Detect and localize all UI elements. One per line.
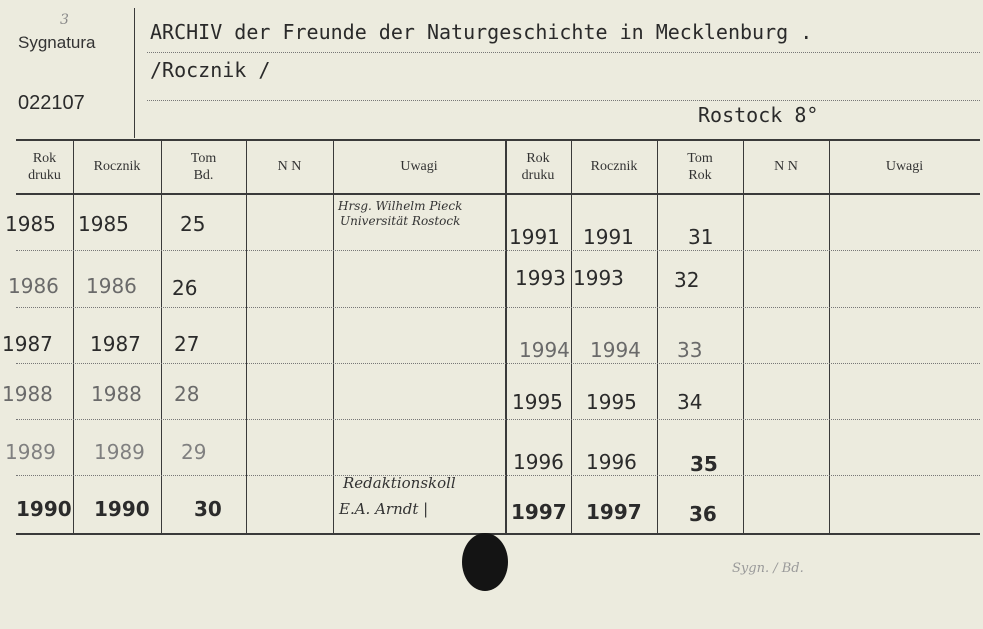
right-rocznik-1997: 1997 xyxy=(586,500,642,524)
left-tom-27: 27 xyxy=(174,332,200,356)
left-rok-1986: 1986 xyxy=(8,274,59,298)
right-tom-32: 32 xyxy=(674,268,700,292)
left-rok-1987: 1987 xyxy=(2,332,53,356)
header-nn-2: N N xyxy=(774,159,798,174)
left-rocznik-1987: 1987 xyxy=(90,332,141,356)
title-line2: /Rocznik / xyxy=(150,58,271,82)
header-uwagi: Uwagi xyxy=(400,159,438,174)
right-rok-1993: 1993 xyxy=(515,266,566,290)
right-rok-1991: 1991 xyxy=(509,225,560,249)
right-tom-31: 31 xyxy=(688,225,714,249)
left-rocznik-1990: 1990 xyxy=(94,497,150,521)
place-and-format: Rostock 8° xyxy=(698,103,819,127)
right-rok-1997: 1997 xyxy=(511,500,567,524)
table-bottom-rule xyxy=(16,533,980,535)
header-nn: N N xyxy=(277,159,302,174)
punch-hole xyxy=(462,533,508,591)
left-rok-1990: 1990 xyxy=(16,497,72,521)
right-tom-33: 33 xyxy=(677,338,703,362)
left-tom-29: 29 xyxy=(181,440,207,464)
left-rok-1985: 1985 xyxy=(5,212,56,236)
title-line1-rule xyxy=(147,52,980,53)
row-rule xyxy=(16,419,980,420)
right-rocznik-1996: 1996 xyxy=(586,450,637,474)
left-rocznik-1985: 1985 xyxy=(78,212,129,236)
header-rocznik: Rocznik xyxy=(93,159,141,174)
title-line1: ARCHIV der Freunde der Naturgeschichte in Mecklenburg . xyxy=(150,20,813,44)
right-tom-34: 34 xyxy=(677,390,703,414)
row-rule xyxy=(16,475,980,476)
right-rocznik-1995: 1995 xyxy=(586,390,637,414)
title-line2-rule xyxy=(147,100,980,101)
signature-number: 022107 xyxy=(18,92,85,114)
footer-pencil-note: Sygn. / Bd. xyxy=(732,561,804,576)
right-rocznik-1991: 1991 xyxy=(583,225,634,249)
left-tom-25: 25 xyxy=(180,212,206,236)
note-editors-line1: Redaktionskoll xyxy=(343,474,456,492)
right-rok-1996: 1996 xyxy=(513,450,564,474)
note-editors-line2: E.A. Arndt | xyxy=(339,500,429,518)
left-tom-26: 26 xyxy=(172,276,198,300)
right-rocznik-1993: 1993 xyxy=(573,266,624,290)
left-rocznik-1988: 1988 xyxy=(91,382,142,406)
left-rok-1989: 1989 xyxy=(5,440,56,464)
left-tom-28: 28 xyxy=(174,382,200,406)
right-rok-1995: 1995 xyxy=(512,390,563,414)
signature-divider xyxy=(134,8,135,138)
row-rule xyxy=(16,363,980,364)
header-rok-druku: Rok druku xyxy=(28,151,61,183)
header-rocznik-2: Rocznik xyxy=(590,159,638,174)
header-rok-druku-2: Rok druku xyxy=(521,151,555,183)
header-tom-rok: Tom Rok xyxy=(687,151,713,183)
row-rule xyxy=(16,250,980,251)
note-publisher-line1: Hrsg. Wilhelm Pieck xyxy=(338,199,463,213)
right-tom-35: 35 xyxy=(690,452,718,476)
row-rule xyxy=(16,307,980,308)
header-uwagi-2: Uwagi xyxy=(885,159,924,174)
signature-label: Sygnatura xyxy=(18,33,96,52)
note-publisher-line2: Universität Rostock xyxy=(340,214,461,228)
left-tom-30: 30 xyxy=(194,497,222,521)
left-rocznik-1986: 1986 xyxy=(86,274,137,298)
corner-pencil-mark: 3 xyxy=(60,12,69,28)
right-rok-1994: 1994 xyxy=(519,338,570,362)
header-tom: Tom Bd. xyxy=(190,151,217,183)
left-rocznik-1989: 1989 xyxy=(94,440,145,464)
right-tom-36: 36 xyxy=(689,502,717,526)
right-rocznik-1994: 1994 xyxy=(590,338,641,362)
left-rok-1988: 1988 xyxy=(2,382,53,406)
